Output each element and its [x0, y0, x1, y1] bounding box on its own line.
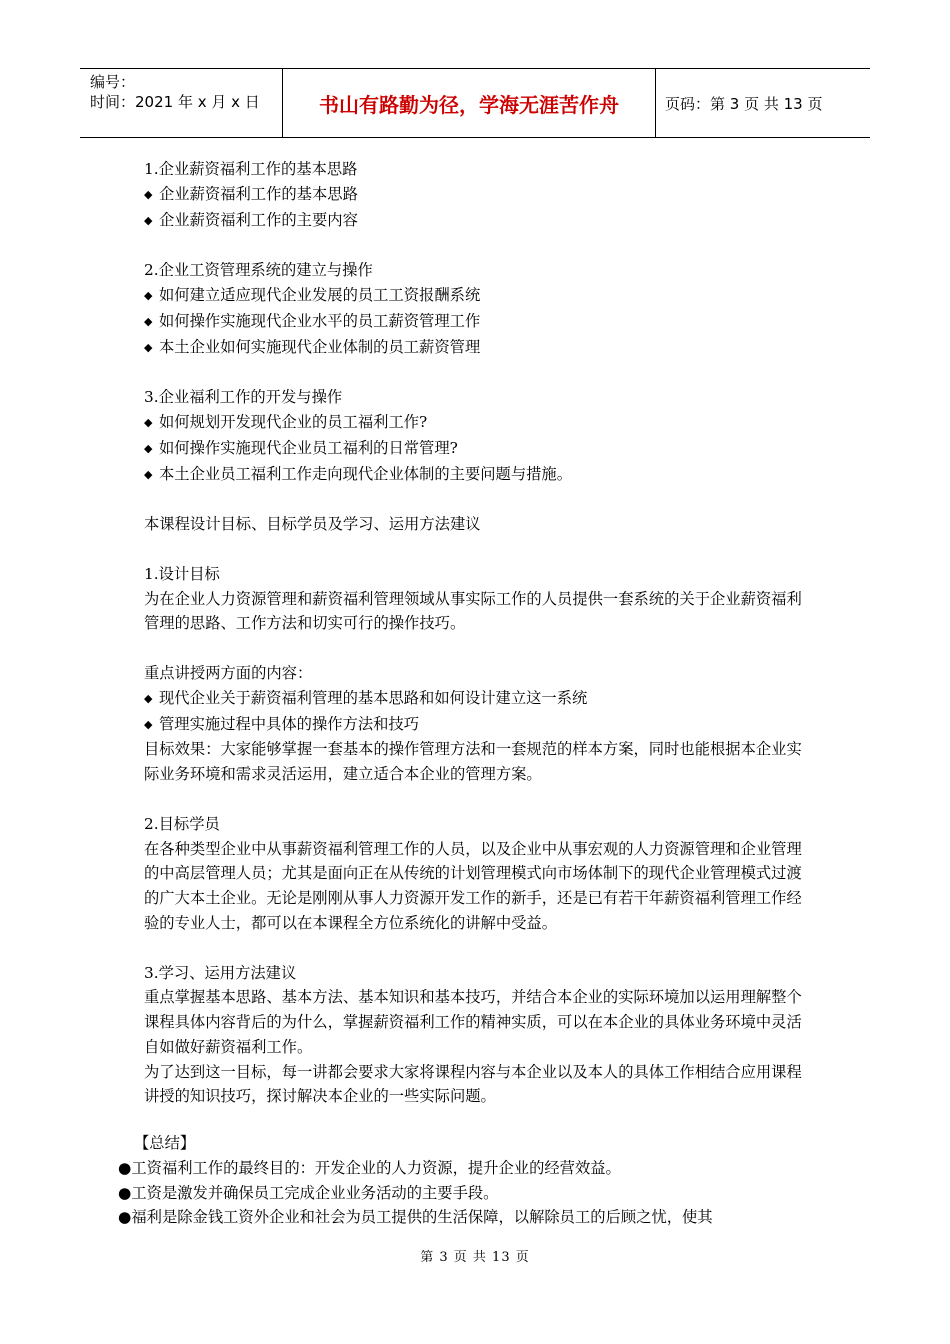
section-title: 1.企业薪资福利工作的基本思路 — [144, 160, 358, 178]
diamond-bullet-icon: ◆ — [144, 717, 153, 731]
bullet-item: ◆ 如何规划开发现代企业的员工福利工作? — [144, 410, 814, 436]
bullet-item: ◆ 如何操作实施现代企业员工福利的日常管理? — [144, 436, 814, 462]
page-header — [80, 68, 870, 138]
diamond-bullet-icon: ◆ — [144, 213, 153, 227]
diamond-bullet-icon: ◆ — [144, 441, 153, 455]
bullet-item: ◆ 企业薪资福利工作的主要内容 — [144, 208, 814, 234]
diamond-bullet-icon: ◆ — [144, 467, 153, 481]
document-number: 编号： — [90, 73, 136, 91]
diamond-bullet-icon: ◆ — [144, 415, 153, 429]
document-body — [144, 157, 814, 1109]
summary-item: ●福利是除金钱工资外企业和社会为员工提供的生活保障，以解除员工的后顾之忧，使其 — [118, 1208, 713, 1227]
focus-label: 重点讲授两方面的内容： — [144, 663, 313, 682]
summary-title: 【总结】 — [134, 1134, 196, 1152]
paragraph: 为在企业人力资源管理和薪资福利管理领域从事实际工作的人员提供一套系统的关于企业薪资福利管理的思路、工作方法和切实可行的操作技巧。 — [144, 589, 802, 633]
section-title: 3.企业福利工作的开发与操作 — [144, 388, 343, 407]
section-title: 1.设计目标 — [144, 564, 220, 583]
diamond-bullet-icon: ◆ — [144, 187, 153, 201]
header-meta — [90, 72, 260, 112]
paragraph: 为了达到这一目标，每一讲都会要求大家将课程内容与本企业以及本人的具体工作相结合应用课程讲授的知识技巧，探讨解决本企业的一些实际问题。 — [144, 1062, 802, 1106]
paragraph: 目标效果：大家能够掌握一套基本的操作管理方法和一套规范的样本方案，同时也能根据本企业实际业务环境和需求灵活运用，建立适合本企业的管理方案。 — [144, 740, 802, 784]
bullet-item: ◆ 管理实施过程中具体的操作方法和技巧 — [144, 712, 814, 738]
header-divider — [655, 69, 656, 137]
bullet-item: ◆ 如何操作实施现代企业水平的员工薪资管理工作 — [144, 309, 814, 335]
diamond-bullet-icon: ◆ — [144, 340, 153, 354]
bullet-item: ◆ 本土企业如何实施现代企业体制的员工薪资管理 — [144, 335, 814, 361]
bullet-item: ◆ 本土企业员工福利工作走向现代企业体制的主要问题与措施。 — [144, 462, 814, 488]
diamond-bullet-icon: ◆ — [144, 314, 153, 328]
diamond-bullet-icon: ◆ — [144, 691, 153, 705]
section-title: 2.目标学员 — [144, 814, 220, 833]
header-motto: 书山有路勤为径，学海无涯苦作舟 — [319, 92, 619, 117]
course-heading: 本课程设计目标、目标学员及学习、运用方法建议 — [144, 515, 481, 534]
section-title: 3.学习、运用方法建议 — [144, 963, 297, 982]
summary-item: ●工资是激发并确保员工完成企业业务活动的主要手段。 — [118, 1183, 499, 1202]
diamond-bullet-icon: ◆ — [144, 288, 153, 302]
section-title: 2.企业工资管理系统的建立与操作 — [144, 261, 373, 280]
paragraph: 重点掌握基本思路、基本方法、基本知识和基本技巧，并结合本企业的实际环境加以运用理解整个课程具体内容背后的为什么，掌握薪资福利工作的精神实质，可以在本企业的具体业务环境中灵活自如做好薪资福利工作。 — [144, 988, 802, 1056]
bullet-item: ◆ 企业薪资福利工作的基本思路 — [144, 182, 814, 208]
summary-item: ●工资福利工作的最终目的：开发企业的人力资源，提升企业的经营效益。 — [118, 1158, 621, 1177]
summary-section — [118, 1131, 818, 1230]
page-footer: 第 3 页 共 13 页 — [420, 1250, 530, 1265]
document-date: 时间：2021 年 x 月 x 日 — [90, 93, 260, 111]
bullet-item: ◆ 现代企业关于薪资福利管理的基本思路和如何设计建立这一系统 — [144, 686, 814, 712]
header-page-info: 页码：第 3 页 共 13 页 — [665, 94, 823, 113]
bullet-item: ◆ 如何建立适应现代企业发展的员工工资报酬系统 — [144, 283, 814, 309]
paragraph: 在各种类型企业中从事薪资福利管理工作的人员，以及企业中从事宏观的人力资源管理和企业管理的中高层管理人员；尤其是面向正在从传统的计划管理模式向市场体制下的现代企业管理模式过渡的广大本土企业。无论是刚刚从事人力资源开发工作的新手，还是已有若干年薪资福利管理工作经验的专业人士，都可以在本课程全方位系统化的讲解中受益。 — [144, 839, 802, 932]
